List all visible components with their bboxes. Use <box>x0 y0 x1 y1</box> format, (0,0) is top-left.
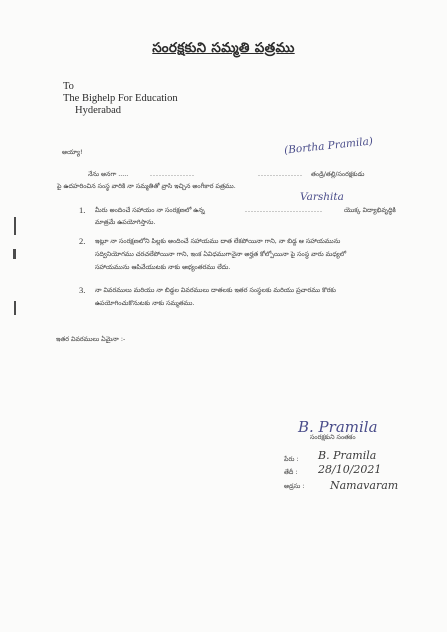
addressee-block <box>63 81 178 117</box>
item-3-line2: ఉపయోగించుకొనుటకు నాకు సమ్మతము. <box>95 300 195 307</box>
intro-name-prefix: నేను అనగా ..... <box>88 171 129 178</box>
item-1-number: 1. <box>79 205 86 215</box>
item-2-line3: సహాయమును ఆపివేయుటకు నాకు అభ్యంతరము లేదు. <box>95 264 231 271</box>
intro-name-dots: ............... <box>150 171 196 178</box>
name-value: B. Pramila <box>318 449 377 462</box>
intro-relation: తండ్రి/తల్లి/సంరక్షకుడు <box>311 171 365 178</box>
address-label: అడ్రసు : <box>284 483 305 490</box>
salutation: అయ్యా! <box>62 149 83 156</box>
item-1-dots: .......................... <box>245 207 324 214</box>
other-details-label: ఇతర వివరములు ఏమైనా :- <box>56 336 126 343</box>
item-1-line2: మాత్రమే ఉపయోగిస్తాను. <box>95 219 156 226</box>
guardian-signature: B. Pramila <box>298 418 378 436</box>
addressee-to: To <box>63 81 74 92</box>
scan-mark <box>14 217 16 235</box>
item-3-number: 3. <box>79 285 86 295</box>
intro-declaration: పై ఉదహరించిన సంస్థ వారికి నా సమ్మతితో వ్రాసి ఇచ్చిన అంగీకార పత్రము. <box>57 183 236 190</box>
item-2-line1: ఇట్లూ నా సంరక్షణలోని పిల్లకు అందించే సహాయము దాత లేకపోయినా గాని, నా బిడ్డ ఆ సహాయమును <box>95 238 341 245</box>
item-1-line1-prefix: మీరు అందించే సహాయం నా సంరక్షణలో ఉన్న <box>95 207 205 214</box>
item-1-line1-suffix: యొక్క విద్యాభివృద్ధికి <box>344 207 396 214</box>
scan-mark <box>13 249 16 259</box>
document-title: సంరక్షకుని సమ్మతి పత్రము <box>152 40 295 56</box>
signature-label: సంరక్షకుని సంతకం <box>310 434 356 441</box>
child-handwritten-name: Varshita <box>300 191 344 203</box>
addressee-organization: The Bighelp For Education <box>63 93 178 104</box>
date-label: తేదీ : <box>284 469 298 476</box>
name-label: పేరు : <box>284 456 299 463</box>
item-2-number: 2. <box>79 236 86 246</box>
item-3-line1: నా వివరములు మరియు నా బిడ్డల వివరములు దాతలకు ఇతర సంస్థలకు మరియు ప్రచారము కొరకు <box>95 287 336 294</box>
item-2-line2: సద్వినియోగము చరచలేపోయినా గాని, ఇంక ఏవిధముగానైనా అర్హత కోల్పోయినా పై సంస్థ వారు మధ్యలో <box>95 251 347 258</box>
scan-mark <box>14 301 16 315</box>
intro-name-dots-2: ............... <box>258 171 304 178</box>
guardian-handwritten-name: (Bortha Pramila) <box>283 135 374 157</box>
addressee-city: Hyderabad <box>75 105 122 116</box>
date-value: 28/10/2021 <box>318 463 382 476</box>
address-value: Namavaram <box>330 479 399 492</box>
